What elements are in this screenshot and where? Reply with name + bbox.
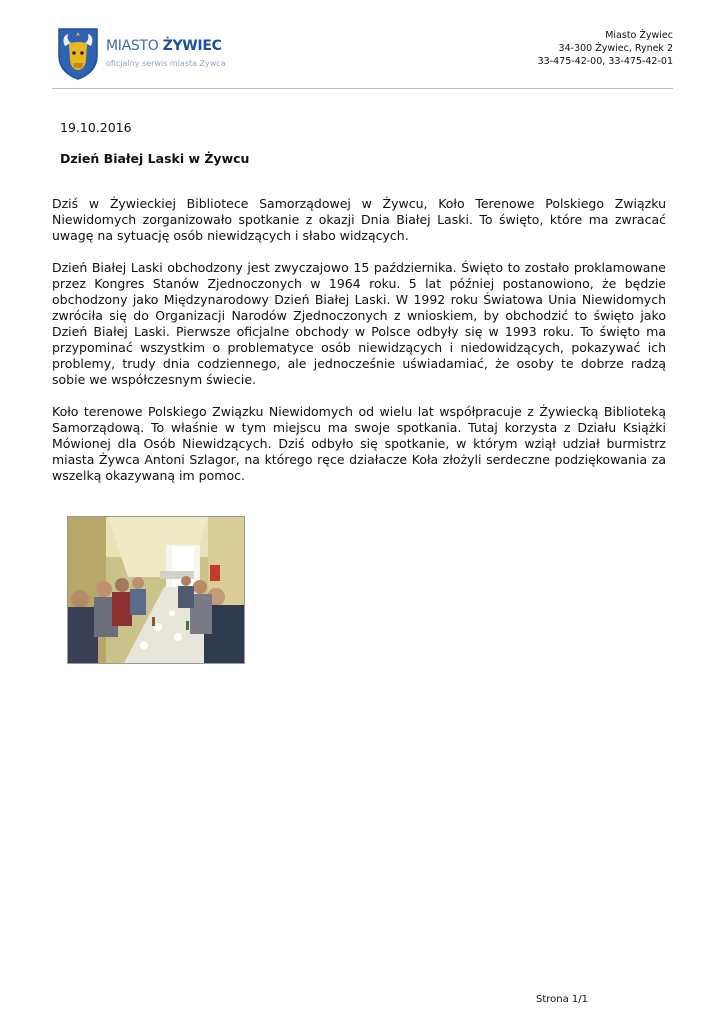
brand-name-light: MIASTO (106, 38, 163, 54)
article-paragraph-2: Dzień Białej Laski obchodzony jest zwyczajowo 15 października. Święto to zostało proklamowane przez Kongres Stanów Zjednoczonych w 1964 roku. 5 lat później postanowiono, że będzie obchodzony jako Międzynarodowy Dzień Białej Laski. W 1992 roku Światowa Unia Niewidomych zwróciła się do Organizacji Narodów Zjednoczonych z wnioskiem, by obchodzić to święto jako Dzień Białej Laski. Pierwsze oficjalne obchody w Polsce odbyły się w 1993 roku. To święto ma przypominać wszystkim o problematyce osób niewidzących i niedowidzących, pokazywać ich problemy, trudy dnia codziennego, ale jednocześnie uświadamiać, że osoby te dobrze radzą sobie we współczesnym świecie. (52, 260, 666, 387)
coat-of-arms-icon (56, 26, 100, 80)
contact-name: Miasto Żywiec (605, 30, 673, 41)
article-body (52, 196, 666, 500)
article-paragraph-1: Dziś w Żywieckiej Bibliotece Samorządowej w Żywcu, Koło Terenowe Polskiego Związku Niewidomych zorganizowało spotkanie z okazji Dnia Białej Laski. To święto, które ma zwracać uwagę na sytuację osób niewidzących i słabo widzących. (52, 196, 666, 243)
article-paragraph-3: Koło terenowe Polskiego Związku Niewidomych od wielu lat współpracuje z Żywiecką Biblioteką Samorządową. To właśnie w tym miejscu ma swoje spotkania. Tutaj korzysta z Działu Książki Mówionej dla Osób Niewidzących. Dziś odbyło się spotkanie, w którym wziął udział burmistrz miasta Żywca Antoni Szlagor, na którego ręce działacze Koła złożyli serdeczne podziękowania za wszelką okazywaną im pomoc. (52, 404, 666, 483)
contact-info (538, 29, 673, 68)
header-divider (52, 88, 673, 89)
brand-tagline: oficjalny serwis miasta Żywca (106, 59, 226, 68)
page-header (52, 22, 673, 88)
contact-address: 34-300 Żywiec, Rynek 2 (558, 43, 673, 54)
contact-phone: 33-475-42-00, 33-475-42-01 (537, 56, 673, 67)
brand-name-bold: ŻYWIEC (162, 38, 222, 54)
article-date: 19.10.2016 (60, 120, 132, 135)
brand-name (106, 38, 222, 54)
meeting-photo-image (68, 517, 244, 663)
article-title: Dzień Białej Laski w Żywcu (60, 151, 250, 166)
city-logo[interactable] (56, 26, 256, 82)
page-number: Strona 1/1 (535, 994, 588, 1005)
article-photo[interactable] (67, 516, 245, 664)
